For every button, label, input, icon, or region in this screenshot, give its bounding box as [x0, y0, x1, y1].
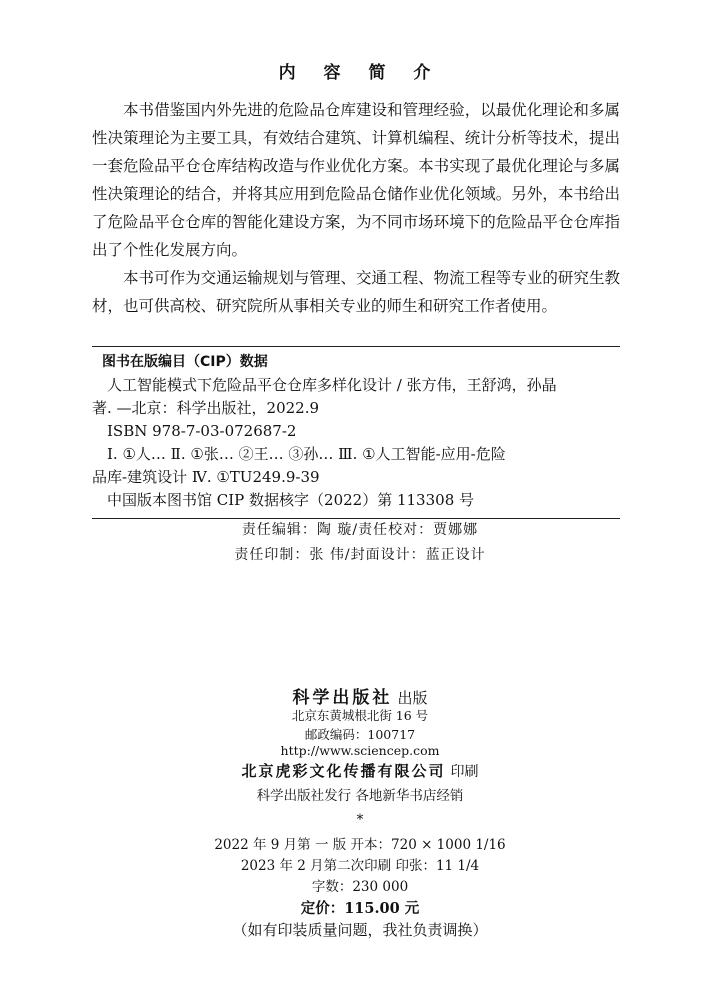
cip-line: 人工智能模式下危险品平仓仓库多样化设计 / 张方伟，王舒鸿，孙晶	[107, 376, 557, 394]
edition-line-1: 2022 年 9 月第 一 版 开本：720 × 1000 1/16	[214, 837, 506, 853]
printer-line	[0, 760, 720, 781]
distribution-line: 科学出版社发行 各地新华书店经销	[256, 788, 464, 804]
price: 定价：115.00 元	[300, 900, 420, 917]
word-count: 字数：230 000	[311, 879, 409, 895]
separator-star: *	[356, 812, 364, 828]
publisher-name: 科学出版社	[292, 688, 393, 708]
intro-paragraph: 本书借鉴国内外先进的危险品仓库建设和管理经验，以最优化理论和多属性决策理论为主要工具，有效结合建筑、计算机编程、统计分析等技术，提出一套危险品平仓仓库结构改造与作业优化方案。本书实现了最优化理论与多属性决策理论的结合，并将其应用到危险品仓储作业优化领域。另外，本书给出了危险品平仓仓库的智能化建设方案，为不同市场环境下的危险品平仓仓库指出了个性化发展方向。	[92, 101, 620, 259]
cip-block	[92, 346, 620, 519]
quality-notice: （如有印装质量问题，我社负责调换）	[232, 921, 488, 939]
publisher-name-suffix: 出版	[397, 689, 428, 707]
cip-line: ISBN 978-7-03-072687-2	[107, 422, 297, 440]
cip-line: Ⅰ. ①人… Ⅱ. ①张… ②王… ③孙… Ⅲ. ①人工智能-应用-危险	[107, 445, 506, 463]
cip-heading: 图书在版编目（CIP）数据	[102, 354, 268, 370]
printer-name: 北京虎彩文化传播有限公司	[241, 762, 446, 780]
cip-line: 中国版本图书馆 CIP 数据核字（2022）第 113308 号	[107, 491, 475, 509]
credits-editors: 责任编辑：陶 璇/责任校对：贾娜娜	[241, 522, 479, 538]
publisher-name-line	[0, 683, 720, 708]
edition-line-2: 2023 年 2 月第二次印刷 印张：11 1/4	[240, 858, 480, 874]
publisher-address: 北京东黄城根北街 16 号	[291, 708, 429, 723]
cip-line: 著. —北京：科学出版社，2022.9	[92, 399, 320, 417]
publisher-url: http://www.sciencep.com	[280, 743, 440, 758]
intro-section	[92, 96, 620, 320]
publisher-postcode: 邮政编码：100717	[304, 727, 416, 742]
intro-paragraph: 本书可作为交通运输规划与管理、交通工程、物流工程等专业的研究生教材，也可供高校、研究院所从事相关专业的师生和研究工作者使用。	[92, 269, 620, 315]
credits-production: 责任印制：张 伟/封面设计：蓝正设计	[234, 547, 486, 563]
printer-suffix: 印刷	[450, 764, 479, 780]
cip-line: 品库-建筑设计 Ⅳ. ①TU249.9-39	[92, 468, 320, 486]
intro-title: 内 容 简 介	[278, 63, 442, 83]
